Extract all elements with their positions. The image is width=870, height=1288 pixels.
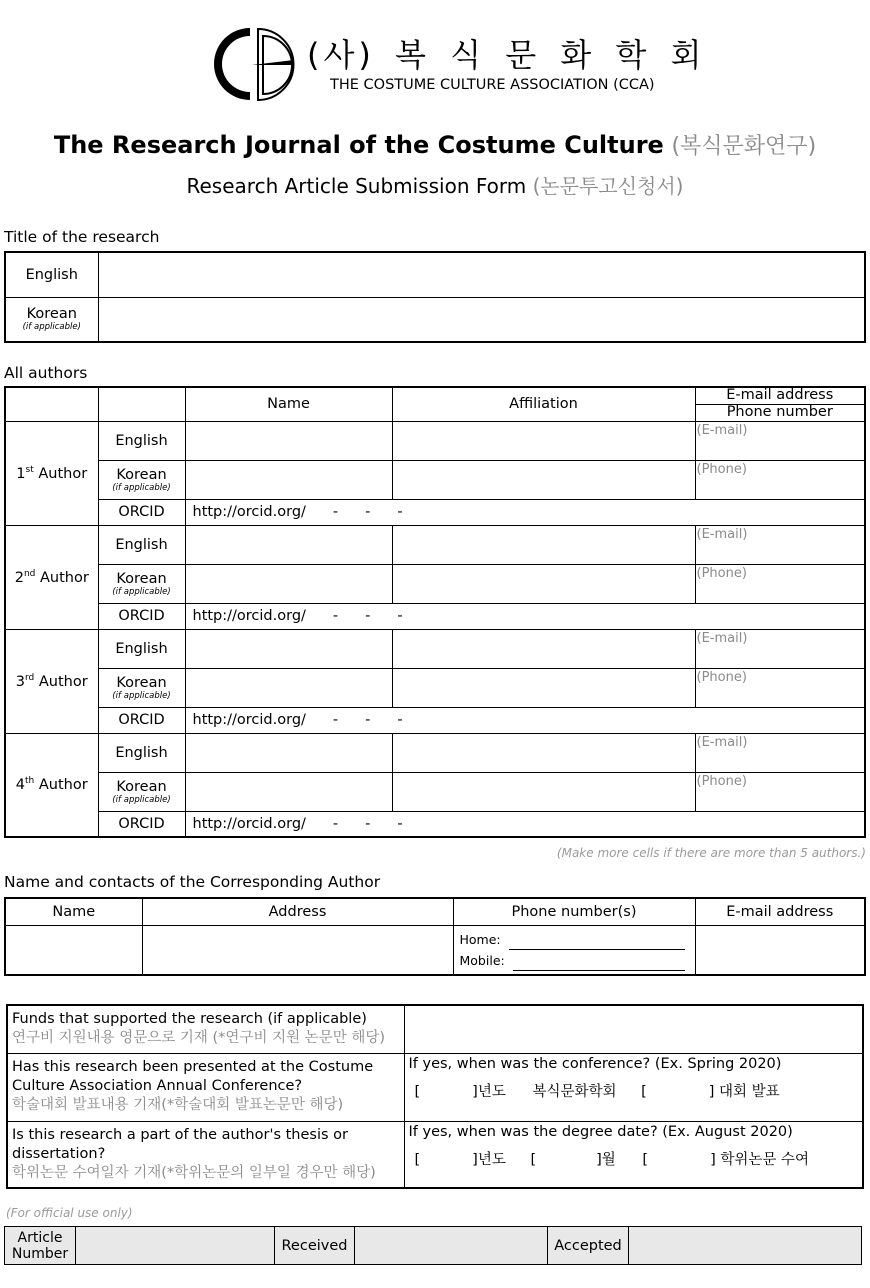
author-orcid-label: ORCID (98, 707, 185, 733)
orcid-dash: - (365, 608, 371, 624)
accepted-input[interactable] (629, 1227, 862, 1265)
thesis-month-label: ]월 (596, 1151, 616, 1168)
author-korean-label (98, 460, 185, 499)
received-input[interactable] (355, 1227, 548, 1265)
author-korean-label-text: Korean (116, 570, 167, 587)
author-phone-input[interactable]: (Phone) (695, 668, 865, 707)
author-label (5, 421, 98, 525)
conference-question-en: Has this research been presented at the Costume Culture Association Annual Conference? (12, 1058, 374, 1094)
form-title (0, 170, 870, 199)
author-number: 1 (16, 465, 26, 482)
author-orcid-input[interactable] (185, 811, 865, 837)
funds-question (7, 1005, 404, 1053)
author-korean-label (98, 772, 185, 811)
author-label-text: Author (39, 569, 89, 586)
title-english-label: English (5, 252, 98, 297)
corr-name-input[interactable] (5, 925, 142, 975)
author-email-input[interactable]: (E-mail) (695, 733, 865, 772)
author-orcid-input[interactable] (185, 499, 865, 525)
thesis-question-en: Is this research a part of the author's thesis or dissertation? (12, 1126, 348, 1162)
authors-header-blank-1 (5, 387, 98, 421)
author-english-name-input[interactable] (185, 421, 392, 460)
title-english-input[interactable] (98, 252, 865, 297)
conf-event-label: ] 대회 발표 (708, 1083, 780, 1100)
thesis-prompt: If yes, when was the degree date? (Ex. August 2020) (408, 1123, 793, 1140)
thesis-year-label: ]년도 (472, 1151, 506, 1168)
conf-year-bracket-open: [ (414, 1083, 421, 1100)
conf-assoc-label: 복식문화학회 (532, 1083, 617, 1100)
thesis-month-bracket-open: [ (530, 1151, 537, 1168)
if-applicable-note: (if applicable) (112, 586, 171, 597)
orcid-dash: - (332, 712, 339, 728)
funds-question-kr: 연구비 지원내용 영문으로 기재 (*연구비 지원 논문만 해당) (12, 1030, 385, 1046)
author-korean-label-text: Korean (116, 466, 167, 483)
corr-phone-cell (453, 925, 695, 975)
association-logo (212, 24, 298, 104)
author-korean-name-input[interactable] (185, 772, 392, 811)
author-korean-label (98, 668, 185, 707)
if-applicable-note: (if applicable) (22, 322, 81, 333)
author-english-name-input[interactable] (185, 629, 392, 668)
thesis-answer (404, 1121, 863, 1188)
authors-header-affiliation: Affiliation (392, 387, 695, 421)
received-label: Received (275, 1227, 355, 1265)
authors-header-name: Name (185, 387, 392, 421)
corr-email-input[interactable] (695, 925, 865, 975)
conf-event-bracket-open: [ (641, 1083, 647, 1100)
conf-year-label: ]년도 (472, 1083, 506, 1100)
author-english-affiliation-input[interactable] (392, 421, 695, 460)
author-email-input[interactable]: (E-mail) (695, 525, 865, 564)
author-label (5, 629, 98, 733)
section-heading-authors: All authors (4, 364, 88, 382)
author-english-affiliation-input[interactable] (392, 525, 695, 564)
author-english-label: English (98, 525, 185, 564)
orcid-prefix: http://orcid.org/ (192, 815, 306, 832)
conference-question (7, 1053, 404, 1121)
thesis-question-kr: 학위논문 수여일자 기재(*학위논문의 일부일 경우만 해당) (12, 1164, 376, 1181)
orcid-dash: - (332, 815, 339, 832)
corresponding-table (4, 897, 866, 976)
author-english-label: English (98, 421, 185, 460)
author-email-input[interactable]: (E-mail) (695, 629, 865, 668)
thesis-degree-label: ] 학위논문 수여 (710, 1151, 809, 1168)
authors-header-email: E-mail address (695, 387, 865, 404)
author-korean-affiliation-input[interactable] (392, 564, 695, 603)
orcid-dash: - (365, 712, 371, 728)
org-name-korean: (사) 복 식 문 화 학 회 (307, 36, 706, 74)
author-label (5, 525, 98, 629)
conference-question-kr: 학술대회 발표내용 기재(*학술대회 발표논문만 해당) (12, 1096, 344, 1113)
corr-home-input[interactable] (509, 936, 685, 950)
title-korean-label (5, 297, 98, 342)
author-number: 3 (15, 673, 26, 690)
authors-table (4, 386, 866, 838)
form-title-korean: (논문투고신청서) (532, 174, 684, 198)
section-heading-title: Title of the research (4, 228, 160, 246)
author-korean-name-input[interactable] (185, 668, 392, 707)
official-table (4, 1226, 862, 1265)
author-english-label: English (98, 733, 185, 772)
author-english-affiliation-input[interactable] (392, 629, 695, 668)
article-number-label: Article Number (5, 1227, 76, 1265)
author-ordinal-suffix: nd (23, 568, 36, 579)
accepted-label: Accepted (548, 1227, 629, 1265)
questions-table (6, 1004, 864, 1189)
author-orcid-label: ORCID (98, 811, 185, 837)
orcid-prefix: http://orcid.org/ (192, 712, 306, 728)
thesis-question (7, 1121, 404, 1188)
author-phone-input[interactable]: (Phone) (695, 460, 865, 499)
conference-answer (404, 1053, 863, 1121)
author-orcid-input[interactable] (185, 707, 865, 733)
author-phone-input[interactable]: (Phone) (695, 772, 865, 811)
corr-mobile-row (460, 950, 695, 971)
authors-header-blank-2 (98, 387, 185, 421)
org-name-english: THE COSTUME CULTURE ASSOCIATION (CCA) (330, 77, 655, 93)
orcid-dash: - (397, 504, 403, 520)
author-korean-affiliation-input[interactable] (392, 772, 695, 811)
author-number: 2 (14, 569, 24, 586)
title-korean-label-text: Korean (26, 306, 77, 323)
corr-mobile-label: Mobile: (459, 952, 505, 968)
corr-home-label: Home: (459, 931, 501, 947)
orcid-prefix: http://orcid.org/ (192, 504, 306, 520)
orcid-dash: - (332, 504, 339, 520)
author-orcid-input[interactable] (185, 603, 865, 629)
journal-title-korean: (복식문화연구) (671, 134, 817, 159)
title-table (4, 251, 866, 343)
author-korean-label-text: Korean (116, 778, 167, 795)
section-heading-corresponding: Name and contacts of the Corresponding Author (4, 873, 381, 891)
corr-header-address: Address (142, 898, 453, 925)
author-ordinal-suffix: st (25, 464, 34, 475)
author-korean-affiliation-input[interactable] (392, 460, 695, 499)
author-rows (5, 421, 865, 837)
author-korean-name-input[interactable] (185, 564, 392, 603)
title-korean-input[interactable] (98, 297, 865, 342)
corr-header-email: E-mail address (695, 898, 865, 925)
conference-prompt: If yes, when was the conference? (Ex. Spring 2020) (408, 1055, 782, 1072)
author-korean-label-text: Korean (116, 674, 167, 691)
form-title-english: Research Article Submission Form (186, 174, 527, 198)
author-korean-label (98, 564, 185, 603)
author-label-text: Author (38, 777, 88, 794)
author-english-name-input[interactable] (185, 733, 392, 772)
orcid-dash: - (397, 712, 403, 728)
if-applicable-note: (if applicable) (112, 690, 171, 701)
author-english-name-input[interactable] (185, 525, 392, 564)
funds-question-en: Funds that supported the research (if applicable) (12, 1011, 367, 1027)
thesis-year-bracket-open: [ (414, 1151, 421, 1168)
conference-fill-row (409, 1083, 859, 1102)
author-ordinal-suffix: rd (25, 672, 35, 683)
corr-header-name: Name (5, 898, 142, 925)
author-label-text: Author (38, 465, 88, 482)
author-korean-affiliation-input[interactable] (392, 668, 695, 707)
author-orcid-label: ORCID (98, 603, 185, 629)
thesis-fill-row (409, 1151, 859, 1170)
corr-home-row (460, 929, 695, 950)
orcid-dash: - (365, 504, 371, 520)
thesis-degree-bracket-open: [ (642, 1151, 649, 1168)
orcid-dash: - (397, 608, 403, 624)
article-number-input[interactable] (76, 1227, 275, 1265)
author-email-input[interactable]: (E-mail) (695, 421, 865, 460)
orcid-dash: - (332, 608, 339, 624)
author-english-affiliation-input[interactable] (392, 733, 695, 772)
author-korean-name-input[interactable] (185, 460, 392, 499)
authors-header-phone: Phone number (695, 404, 865, 421)
if-applicable-note: (if applicable) (112, 794, 171, 805)
author-label-text: Author (38, 673, 88, 690)
author-phone-input[interactable]: (Phone) (695, 564, 865, 603)
orcid-dash: - (397, 815, 403, 832)
corr-header-phone: Phone number(s) (453, 898, 695, 925)
journal-title-english: The Research Journal of the Costume Culture (53, 131, 664, 159)
journal-title (0, 129, 870, 160)
orcid-dash: - (365, 815, 371, 832)
corr-address-input[interactable] (142, 925, 453, 975)
author-english-label: English (98, 629, 185, 668)
author-label (5, 733, 98, 837)
author-ordinal-suffix: th (25, 776, 35, 787)
corr-mobile-input[interactable] (513, 957, 685, 971)
authors-note: (Make more cells if there are more than 5 authors.) (556, 846, 866, 860)
orcid-prefix: http://orcid.org/ (192, 608, 306, 624)
author-number: 4 (15, 777, 26, 794)
funds-answer-input[interactable] (404, 1005, 863, 1053)
author-orcid-label: ORCID (98, 499, 185, 525)
official-use-note: (For official use only) (6, 1206, 133, 1220)
if-applicable-note: (if applicable) (112, 482, 171, 493)
